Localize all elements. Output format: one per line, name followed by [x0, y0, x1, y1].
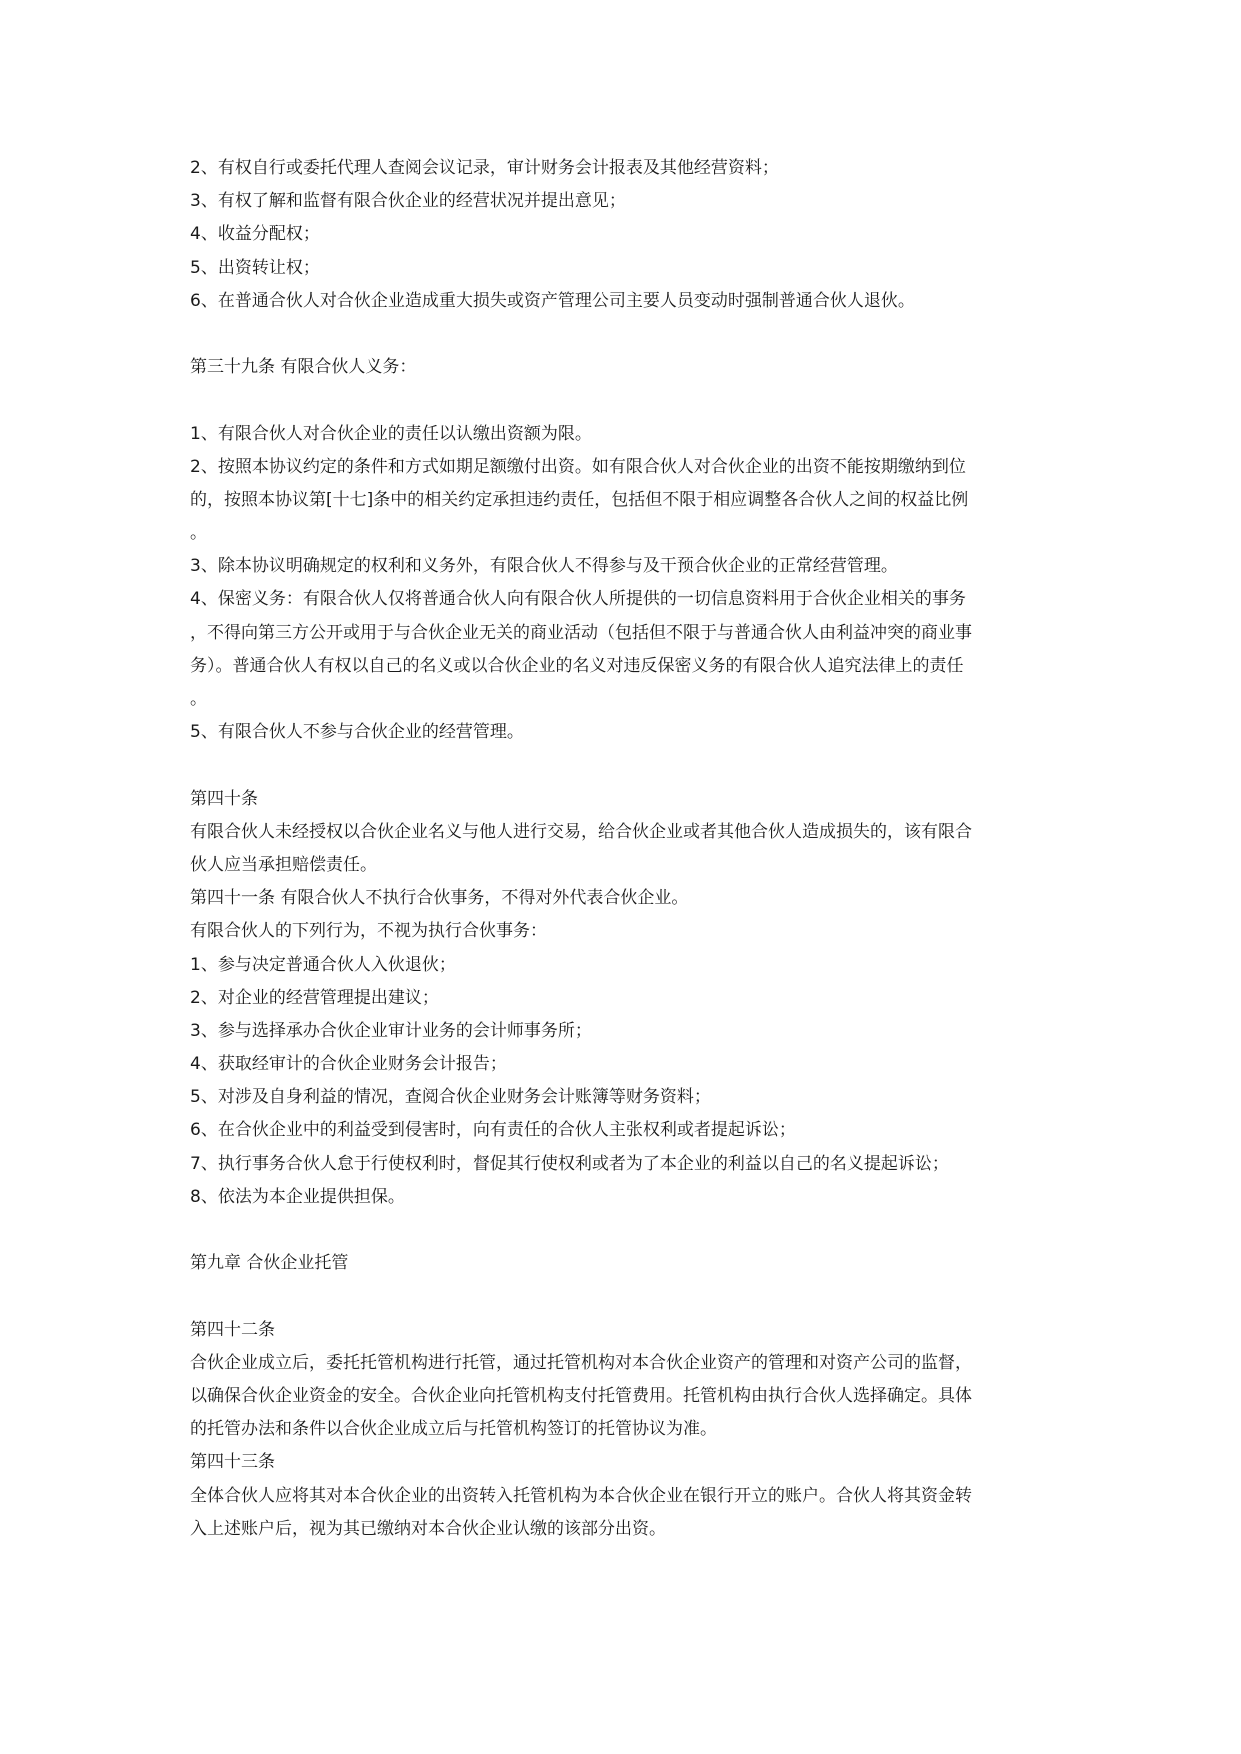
article-40-heading: 第四十条: [190, 788, 258, 809]
limited-partner-obligations-list: [190, 418, 1060, 750]
paragraph-line: 4、保密义务：有限合伙人仅将普通合伙人向有限合伙人所提供的一切信息资料用于合伙企业相关的事务: [190, 589, 966, 610]
document-page: [190, 152, 1060, 1546]
paragraph-line: 3、除本协议明确规定的权利和义务外，有限合伙人不得参与及干预合伙企业的正常经营管理。: [190, 556, 898, 577]
spacer: [190, 1214, 1060, 1247]
chapter-9-heading: 第九章 合伙企业托管: [190, 1253, 349, 1274]
articles-40-41: [190, 783, 1060, 1214]
paragraph-line: 有限合伙人未经授权以合伙企业名义与他人进行交易，给合伙企业或者其他合伙人造成损失的，该有限合: [190, 821, 972, 842]
paragraph-line: 全体合伙人应将其对本合伙企业的出资转入托管机构为本合伙企业在银行开立的账户。合伙人将其资金转: [190, 1485, 972, 1506]
paragraph-line: 3、有权了解和监督有限合伙企业的经营状况并提出意见；: [190, 191, 626, 212]
paragraph-line: 2、有权自行或委托代理人查阅会议记录，审计财务会计报表及其他经营资料；: [190, 158, 779, 178]
list-item: 3、参与选择承办合伙企业审计业务的会计师事务所；: [190, 1020, 592, 1041]
paragraph-line: 6、在普通合伙人对合伙企业造成重大损失或资产管理公司主要人员变动时强制普通合伙人退伙。: [190, 290, 915, 311]
list-item: 8、依法为本企业提供担保。: [190, 1186, 405, 1207]
spacer: [190, 384, 1060, 417]
paragraph-line: 的托管办法和条件以合伙企业成立后与托管机构签订的托管协议为准。: [190, 1419, 717, 1440]
paragraph-line: 。: [190, 689, 207, 709]
paragraph-line: 的，按照本协议第[十七]条中的相关约定承担违约责任，包括但不限于相应调整各合伙人之间的权益比例: [190, 489, 969, 510]
article-43-heading: 第四十三条: [190, 1452, 275, 1473]
spacer: [190, 749, 1060, 782]
article-42-heading: 第四十二条: [190, 1319, 275, 1340]
paragraph-line: 入上述账户后，视为其已缴纳对本合伙企业认缴的该部分出资。: [190, 1518, 666, 1539]
article-41-heading: 第四十一条 有限合伙人不执行合伙事务，不得对外代表合伙企业。: [190, 888, 689, 909]
paragraph-line: 伙人应当承担赔偿责任。: [190, 854, 377, 875]
list-item: 5、对涉及自身利益的情况，查阅合伙企业财务会计账簿等财务资料；: [190, 1087, 711, 1108]
paragraph-line: 1、有限合伙人对合伙企业的责任以认缴出资额为限。: [190, 423, 592, 444]
article-39-heading: 第三十九条 有限合伙人义务：: [190, 357, 417, 378]
limited-partner-rights-list: [190, 152, 1060, 318]
paragraph-line: 以确保合伙企业资金的安全。合伙企业向托管机构支付托管费用。托管机构由执行合伙人选择确定。具体: [190, 1385, 972, 1406]
paragraph-line: 4、收益分配权；: [190, 224, 320, 245]
paragraph-line: 5、出资转让权；: [190, 257, 320, 278]
articles-42-43: [190, 1314, 1060, 1546]
list-item: 7、执行事务合伙人怠于行使权利时，督促其行使权利或者为了本企业的利益以自己的名义提起诉讼；: [190, 1153, 949, 1174]
paragraph-line: 合伙企业成立后，委托托管机构进行托管，通过托管机构对本合伙企业资产的管理和对资产公司的监督，: [190, 1352, 972, 1373]
list-item: 6、在合伙企业中的利益受到侵害时，向有责任的合伙人主张权利或者提起诉讼；: [190, 1120, 796, 1141]
list-item: 2、对企业的经营管理提出建议；: [190, 987, 439, 1008]
spacer: [190, 1280, 1060, 1313]
spacer: [190, 318, 1060, 351]
list-item: 4、获取经审计的合伙企业财务会计报告；: [190, 1054, 507, 1075]
list-item: 1、参与决定普通合伙人入伙退伙；: [190, 954, 456, 975]
paragraph-line: ，不得向第三方公开或用于与合伙企业无关的商业活动（包括但不限于与普通合伙人由利益冲突的商业事: [190, 622, 972, 643]
paragraph-line: 5、有限合伙人不参与合伙企业的经营管理。: [190, 722, 524, 743]
paragraph-line: 有限合伙人的下列行为，不视为执行合伙事务：: [190, 921, 547, 942]
paragraph-line: 2、按照本协议约定的条件和方式如期足额缴付出资。如有限合伙人对合伙企业的出资不能按期缴纳到位: [190, 456, 966, 477]
paragraph-line: 务）。普通合伙人有权以自己的名义或以合伙企业的名义对违反保密义务的有限合伙人追究法律上的责任: [190, 655, 964, 676]
paragraph-line: 。: [190, 523, 207, 544]
